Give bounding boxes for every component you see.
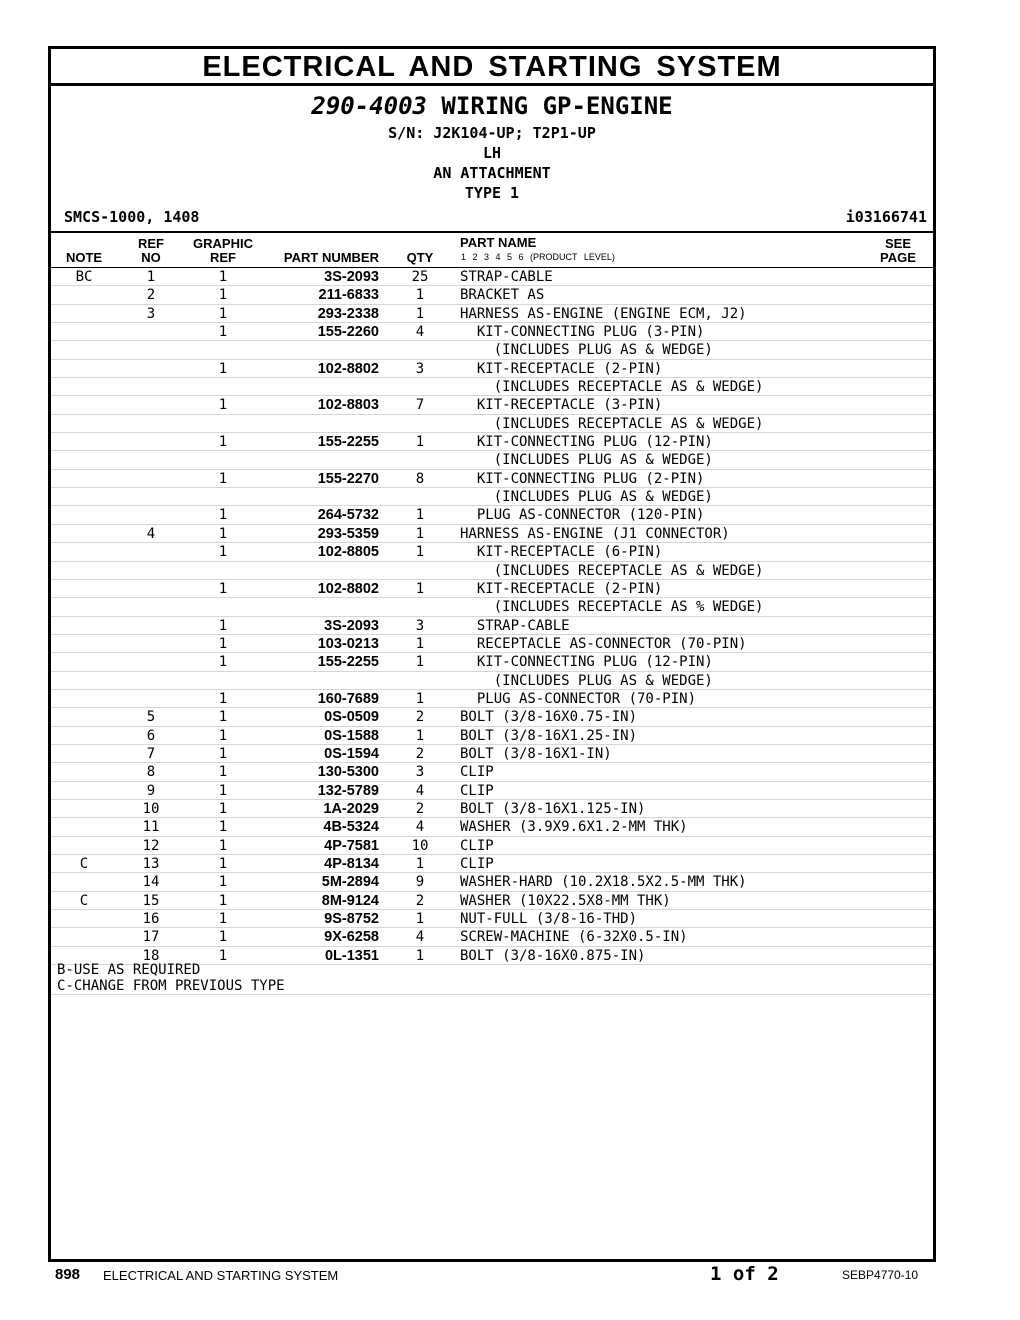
part-name-cell: (INCLUDES PLUG AS & WEDGE) (460, 452, 713, 469)
part-name-cell: (INCLUDES PLUG AS & WEDGE) (460, 489, 713, 506)
graphic-ref-cell: 1 (218, 470, 228, 487)
part-name-cell: KIT-RECEPTACLE (2-PIN) (460, 360, 663, 377)
graphic-ref-cell: 1 (218, 782, 228, 799)
ref-no-cell: 14 (142, 874, 160, 891)
part-number-cell: 264-5732 (317, 507, 379, 524)
col-see-bottom: PAGE (880, 250, 916, 265)
part-number-cell: 0S-1594 (324, 745, 379, 762)
note-cell: BC (75, 269, 93, 285)
ref-no-cell: 8 (146, 764, 156, 781)
table-row (51, 396, 933, 414)
graphic-ref-cell: 1 (218, 654, 228, 671)
table-row (51, 415, 933, 433)
ref-no-cell: 9 (146, 782, 156, 799)
section-title: ELECTRICAL AND STARTING SYSTEM (51, 49, 933, 86)
table-row (51, 543, 933, 561)
graphic-ref-cell: 1 (218, 269, 228, 285)
part-name-cell: CLIP (460, 764, 494, 781)
col-graphic-ref (188, 237, 258, 265)
graphic-ref-cell: 1 (218, 837, 228, 854)
part-name-cell: BOLT (3/8-16X0.75-IN) (460, 709, 638, 726)
graphic-ref-cell: 1 (218, 929, 228, 946)
qty-cell: 1 (415, 856, 425, 872)
ref-no-cell: 1 (146, 269, 156, 285)
table-row (51, 763, 933, 781)
graphic-ref-cell: 1 (218, 764, 228, 781)
col-part-name: PART NAME (460, 235, 537, 250)
part-number-cell: 102-8802 (317, 360, 379, 377)
part-number-cell: 4P-8134 (324, 856, 379, 872)
table-row (51, 910, 933, 928)
graphic-ref-cell: 1 (218, 800, 228, 817)
part-name-cell: PLUG AS-CONNECTOR (120-PIN) (460, 507, 705, 524)
table-row (51, 818, 933, 836)
part-number-cell: 4B-5324 (323, 819, 379, 836)
part-number-cell: 102-8802 (317, 580, 379, 597)
part-name-cell: (INCLUDES RECEPTACLE AS % WEDGE) (460, 599, 764, 616)
col-graphic-top: GRAPHIC (193, 236, 253, 251)
qty-cell: 3 (415, 764, 425, 781)
header-rule (51, 231, 933, 233)
part-number-cell: 3S-2093 (324, 617, 379, 634)
part-name-cell: NUT-FULL (3/8-16-THD) (460, 911, 638, 928)
part-name-cell: CLIP (460, 837, 494, 854)
part-name-cell: RECEPTACLE AS-CONNECTOR (70-PIN) (460, 635, 747, 652)
col-see-page (873, 237, 923, 265)
part-number-cell: 3S-2093 (324, 269, 379, 285)
table-row (51, 378, 933, 396)
part-name-cell: HARNESS AS-ENGINE (ENGINE ECM, J2) (460, 305, 747, 322)
col-note: NOTE (65, 250, 103, 265)
qty-cell: 1 (415, 580, 425, 597)
part-number-cell: 0S-1588 (324, 727, 379, 744)
table-row (51, 653, 933, 671)
ref-no-cell: 10 (142, 800, 160, 817)
qty-cell: 1 (415, 654, 425, 671)
graphic-ref-cell: 1 (218, 727, 228, 744)
part-name-cell: WASHER (3.9X9.6X1.2-MM THK) (460, 819, 688, 836)
qty-cell: 2 (415, 745, 425, 762)
table-row (51, 433, 933, 451)
qty-cell: 4 (415, 819, 425, 836)
part-name-cell: HARNESS AS-ENGINE (J1 CONNECTOR) (460, 525, 730, 542)
footer-doc-number: SEBP4770-10 (842, 1268, 919, 1282)
part-number-cell: 9X-6258 (324, 929, 379, 946)
qty-cell: 9 (415, 874, 425, 891)
footer-page-number: 898 (55, 1266, 81, 1283)
table-row (51, 562, 933, 580)
part-name-cell: KIT-CONNECTING PLUG (3-PIN) (460, 324, 705, 341)
part-name-cell: CLIP (460, 856, 494, 872)
ref-no-cell: 15 (142, 892, 160, 909)
graphic-ref-cell: 1 (218, 690, 228, 707)
part-number-cell: 0L-1351 (324, 947, 379, 964)
part-number-cell: 8M-9124 (321, 892, 379, 909)
part-name-cell: STRAP-CABLE (460, 617, 570, 634)
group-number: 290-4003 (311, 92, 427, 120)
product-levels: 1 2 3 4 5 6 (PRODUCT LEVEL) (461, 252, 615, 262)
qty-cell: 1 (415, 947, 425, 964)
table-row (51, 580, 933, 598)
part-name-cell: KIT-CONNECTING PLUG (12-PIN) (460, 654, 713, 671)
ref-no-cell: 5 (146, 709, 156, 726)
note-c: C-CHANGE FROM PREVIOUS TYPE (57, 977, 285, 994)
part-number-cell: 211-6833 (318, 287, 379, 304)
qty-cell: 3 (415, 617, 425, 634)
part-name-cell: (INCLUDES PLUG AS & WEDGE) (460, 342, 713, 359)
table-row (51, 800, 933, 818)
part-name-cell: PLUG AS-CONNECTOR (70-PIN) (460, 690, 697, 707)
table-row (51, 873, 933, 891)
col-part-number: PART NUMBER (283, 250, 379, 265)
notes-block (57, 963, 933, 994)
ref-no-cell: 16 (142, 911, 160, 928)
graphic-ref-cell: 1 (218, 287, 228, 304)
table-row (51, 727, 933, 745)
part-name-cell: BOLT (3/8-16X1.125-IN) (460, 800, 646, 817)
table-row (51, 305, 933, 323)
part-name-cell: BOLT (3/8-16X0.875-IN) (460, 947, 646, 964)
graphic-ref-cell: 1 (218, 617, 228, 634)
graphic-ref-cell: 1 (218, 507, 228, 524)
qty-cell: 25 (411, 269, 429, 285)
parts-table (51, 268, 933, 965)
table-row (51, 360, 933, 378)
ref-no-cell: 13 (142, 856, 160, 872)
smcs-code: SMCS-1000, 1408 (64, 208, 200, 226)
graphic-ref-cell: 1 (218, 397, 228, 414)
part-name-cell: (INCLUDES RECEPTACLE AS & WEDGE) (460, 379, 764, 396)
part-name-cell: KIT-CONNECTING PLUG (2-PIN) (460, 470, 705, 487)
qty-cell: 4 (415, 782, 425, 799)
qty-cell: 1 (415, 434, 425, 451)
part-name-cell: WASHER-HARD (10.2X18.5X2.5-MM THK) (460, 874, 747, 891)
graphic-ref-cell: 1 (218, 745, 228, 762)
table-row (51, 323, 933, 341)
table-row (51, 635, 933, 653)
graphic-ref-cell: 1 (218, 947, 228, 964)
table-row (51, 782, 933, 800)
part-name-cell: BRACKET AS (460, 287, 545, 304)
footer-section: ELECTRICAL AND STARTING SYSTEM (103, 1268, 339, 1283)
illustration-id: i03166741 (845, 208, 927, 226)
part-name-cell: KIT-RECEPTACLE (3-PIN) (460, 397, 663, 414)
ref-no-cell: 18 (142, 947, 160, 964)
table-row (51, 488, 933, 506)
part-number-cell: 155-2270 (317, 470, 379, 487)
part-number-cell: 293-5359 (317, 525, 379, 542)
qty-cell: 1 (415, 911, 425, 928)
col-ref (131, 237, 171, 265)
part-name-cell: CLIP (460, 782, 494, 799)
qty-cell: 2 (415, 892, 425, 909)
graphic-ref-cell: 1 (218, 635, 228, 652)
part-number-cell: 5M-2894 (321, 874, 379, 891)
ref-no-cell: 17 (142, 929, 160, 946)
table-row (51, 617, 933, 635)
graphic-ref-cell: 1 (218, 544, 228, 561)
graphic-ref-cell: 1 (218, 892, 228, 909)
qty-cell: 7 (415, 397, 425, 414)
parts-page-frame (48, 46, 936, 1262)
graphic-ref-cell: 1 (218, 360, 228, 377)
part-number-cell: 155-2255 (317, 654, 379, 671)
note-cell: C (79, 892, 89, 909)
part-number-cell: 102-8803 (317, 397, 379, 414)
attachment-label: AN ATTACHMENT (433, 164, 551, 182)
graphic-ref-cell: 1 (218, 324, 228, 341)
part-number-cell: 4P-7581 (324, 837, 379, 854)
part-name-cell: BOLT (3/8-16X1.25-IN) (460, 727, 638, 744)
qty-cell: 1 (415, 727, 425, 744)
qty-cell: 1 (415, 287, 425, 304)
qty-cell: 1 (415, 305, 425, 322)
graphic-ref-cell: 1 (218, 856, 228, 872)
group-name: WIRING GP-ENGINE (441, 92, 673, 120)
qty-cell: 4 (415, 324, 425, 341)
ref-no-cell: 11 (142, 819, 160, 836)
part-name-cell: (INCLUDES RECEPTACLE AS & WEDGE) (460, 415, 764, 432)
col-ref-bottom: NO (141, 250, 161, 265)
qty-cell: 3 (415, 360, 425, 377)
col-graphic-bottom: REF (210, 250, 236, 265)
part-number-cell: 132-5789 (317, 782, 379, 799)
part-name-cell: KIT-CONNECTING PLUG (12-PIN) (460, 434, 713, 451)
serial-range: S/N: J2K104-UP; T2P1-UP (388, 124, 596, 142)
part-number-cell: 9S-8752 (324, 911, 379, 928)
part-number-cell: 102-8805 (317, 544, 379, 561)
part-number-cell: 1A-2029 (323, 800, 379, 817)
qty-cell: 2 (415, 709, 425, 726)
ref-no-cell: 7 (146, 745, 156, 762)
part-name-cell: WASHER (10X22.5X8-MM THK) (460, 892, 671, 909)
note-b: B-USE AS REQUIRED (57, 962, 201, 978)
side-label: LH (482, 144, 502, 162)
qty-cell: 2 (415, 800, 425, 817)
part-name-cell: KIT-RECEPTACLE (6-PIN) (460, 544, 663, 561)
note-cell: C (79, 856, 89, 872)
qty-cell: 1 (415, 544, 425, 561)
ref-no-cell: 6 (146, 727, 156, 744)
table-row (51, 506, 933, 524)
qty-cell: 1 (415, 525, 425, 542)
part-number-cell: 0S-0509 (324, 709, 379, 726)
table-row (51, 268, 933, 286)
table-row (51, 837, 933, 855)
part-number-cell: 160-7689 (317, 690, 379, 707)
col-qty: QTY (406, 250, 434, 265)
graphic-ref-cell: 1 (218, 305, 228, 322)
graphic-ref-cell: 1 (218, 819, 228, 836)
part-name-cell: KIT-RECEPTACLE (2-PIN) (460, 580, 663, 597)
part-name-cell: SCREW-MACHINE (6-32X0.5-IN) (460, 929, 688, 946)
part-name-cell: (INCLUDES RECEPTACLE AS & WEDGE) (460, 562, 764, 579)
table-row (51, 928, 933, 946)
table-row (51, 598, 933, 616)
qty-cell: 4 (415, 929, 425, 946)
notes-rule (51, 994, 933, 995)
qty-cell: 1 (415, 507, 425, 524)
graphic-ref-cell: 1 (218, 580, 228, 597)
table-row (51, 470, 933, 488)
table-row (51, 855, 933, 873)
qty-cell: 1 (415, 690, 425, 707)
ref-no-cell: 12 (142, 837, 160, 854)
qty-cell: 1 (415, 635, 425, 652)
graphic-ref-cell: 1 (218, 434, 228, 451)
table-row (51, 690, 933, 708)
table-row (51, 525, 933, 543)
part-number-cell: 155-2260 (317, 324, 379, 341)
ref-no-cell: 2 (146, 287, 156, 304)
type-label: TYPE 1 (464, 184, 520, 202)
table-row (51, 672, 933, 690)
graphic-ref-cell: 1 (218, 874, 228, 891)
table-row (51, 892, 933, 910)
part-number-cell: 130-5300 (317, 764, 379, 781)
group-title (51, 92, 933, 120)
footer-page-of: 1 of 2 (710, 1263, 779, 1285)
table-row (51, 286, 933, 304)
graphic-ref-cell: 1 (218, 709, 228, 726)
col-see-top: SEE (884, 236, 911, 251)
graphic-ref-cell: 1 (218, 911, 228, 928)
part-number-cell: 103-0213 (317, 635, 379, 652)
part-number-cell: 155-2255 (317, 434, 379, 451)
part-name-cell: (INCLUDES PLUG AS & WEDGE) (460, 672, 713, 689)
qty-cell: 8 (415, 470, 425, 487)
qty-cell: 10 (411, 837, 429, 854)
part-name-cell: BOLT (3/8-16X1-IN) (460, 745, 612, 762)
graphic-ref-cell: 1 (218, 525, 228, 542)
table-row (51, 451, 933, 469)
col-ref-top: REF (138, 236, 164, 251)
part-name-cell: STRAP-CABLE (460, 269, 553, 285)
table-row (51, 341, 933, 359)
table-row (51, 708, 933, 726)
part-number-cell: 293-2338 (317, 305, 379, 322)
ref-no-cell: 4 (146, 525, 156, 542)
table-row (51, 745, 933, 763)
ref-no-cell: 3 (146, 305, 156, 322)
